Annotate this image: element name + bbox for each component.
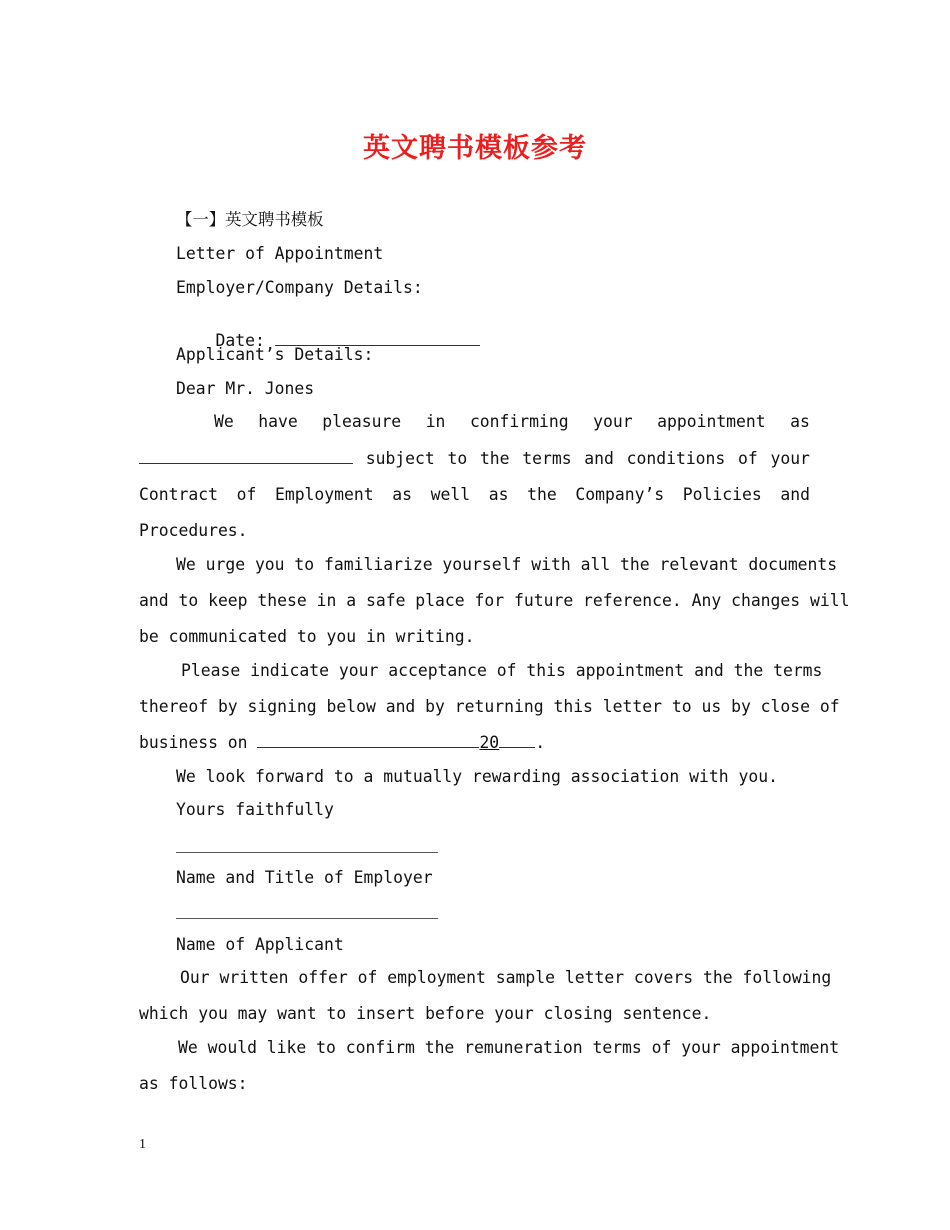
para2-line2: and to keep these in a safe place for future reference. Any changes will: [139, 591, 850, 610]
para3-line2: thereof by signing below and by returning this letter to us by close of: [139, 697, 840, 716]
para1-word: Contract: [139, 485, 218, 504]
para1-line1: [214, 412, 810, 432]
para1-word: your: [770, 449, 810, 468]
para6-line2: as follows:: [139, 1074, 248, 1093]
employer-details-label: Employer/Company Details:: [176, 278, 423, 297]
para1-word: well: [430, 485, 471, 504]
para1-word: and: [780, 485, 810, 504]
para1-word: the: [527, 485, 557, 504]
para1-word: have: [258, 412, 298, 431]
page-number: 1: [139, 1137, 146, 1152]
para1-word: appointment: [657, 412, 766, 431]
applicant-details-label: Applicant’s Details:: [176, 345, 374, 364]
deadline-blank: [257, 733, 479, 748]
para3-business-on: business on: [139, 733, 248, 752]
employer-signature-label: Name and Title of Employer: [176, 868, 433, 887]
para6-line1: We would like to confirm the remuneration terms of your appointment: [178, 1038, 840, 1057]
para1-word: conditions: [626, 449, 726, 468]
para1-word: subject: [365, 449, 435, 468]
para1-word: terms: [522, 449, 572, 468]
para1-line3: [139, 485, 810, 505]
para3-period: .: [535, 733, 546, 752]
para1-word: as: [392, 485, 413, 504]
salutation: Dear Mr. Jones: [176, 379, 315, 398]
section-heading: 【一】英文聘书模板: [176, 210, 324, 229]
para1-word: of: [738, 449, 758, 468]
para3-line3: [139, 733, 545, 753]
para2-line3: be communicated to you in writing.: [139, 627, 475, 646]
closing: Yours faithfully: [176, 800, 334, 819]
para5-line1: Our written offer of employment sample letter covers the following: [180, 968, 832, 987]
para1-word: Company’s: [575, 485, 665, 504]
para1-word: and: [584, 449, 614, 468]
para4: We look forward to a mutually rewarding association with you.: [176, 767, 778, 786]
document-title: 英文聘书模板参考: [363, 133, 587, 164]
employer-signature-line: [176, 852, 438, 853]
para1-word: in: [425, 412, 446, 431]
para3-line1: Please indicate your acceptance of this appointment and the terms: [181, 661, 823, 680]
para1-word: as: [488, 485, 509, 504]
date-blank: [275, 331, 480, 346]
para5-line2: which you may want to insert before your closing sentence.: [139, 1004, 712, 1023]
applicant-signature-line: [176, 918, 438, 919]
date-label: Date:: [215, 331, 265, 350]
para1-line2: [139, 449, 810, 469]
para1-word: pleasure: [322, 412, 402, 431]
position-blank: [139, 449, 353, 464]
letter-heading: Letter of Appointment: [176, 244, 384, 263]
para1-word: We: [214, 412, 234, 431]
para1-word: to: [447, 449, 468, 468]
deadline-year: 20: [479, 733, 500, 752]
para1-word: confirming: [469, 412, 569, 431]
applicant-signature-label: Name of Applicant: [176, 935, 344, 954]
para2-line1: We urge you to familiarize yourself with all the relevant documents: [176, 555, 838, 574]
para1-word: Policies: [682, 485, 762, 504]
year-blank: [499, 733, 535, 748]
para1-word: of: [236, 485, 257, 504]
para1-word: the: [479, 449, 510, 468]
para1-word: Employment: [274, 485, 374, 504]
para1-line4: Procedures.: [139, 521, 248, 540]
para1-word: your: [593, 412, 633, 431]
para1-word: as: [790, 412, 810, 431]
